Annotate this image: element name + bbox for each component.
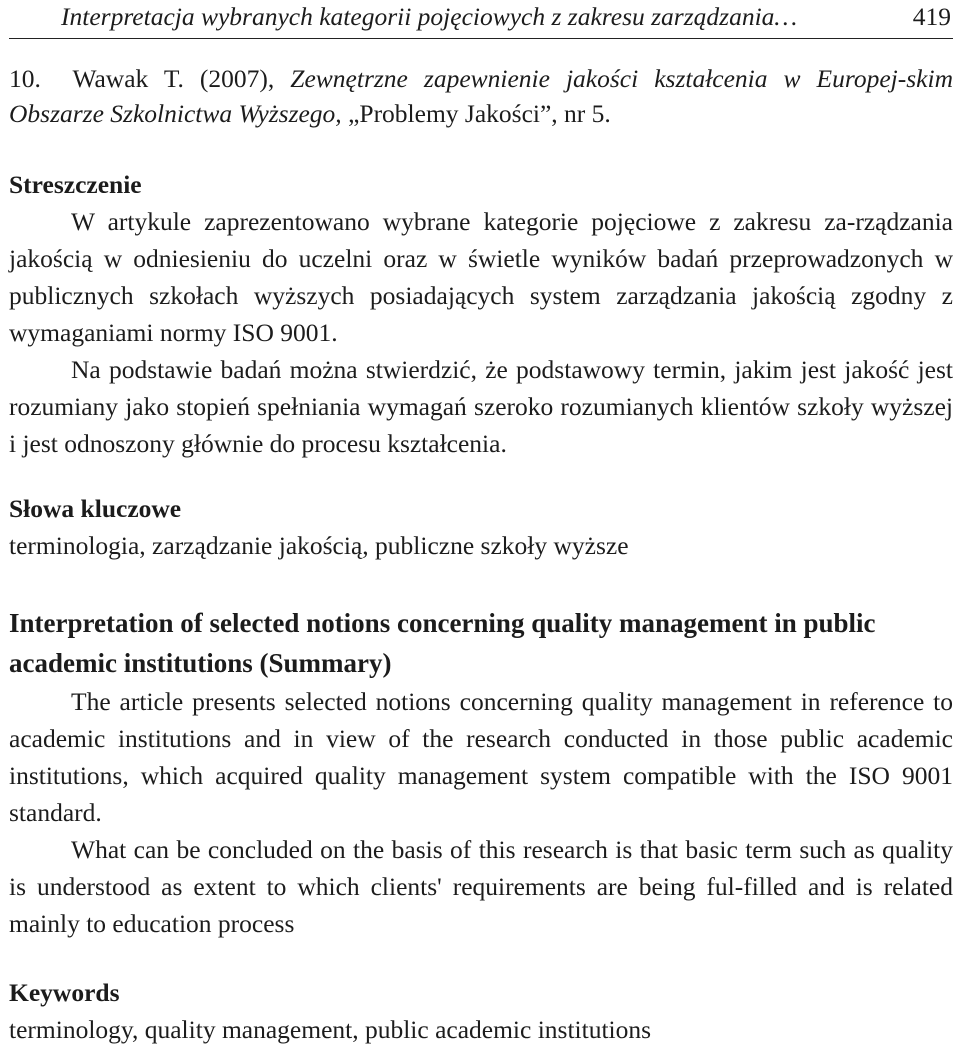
summary-paragraph-1: The article presents selected notions concerning quality management in reference to academic institutions and in view of the research conducted in those public academic institutions, which acquired quality management system compatible with the ISO 9001 standard.: [9, 687, 953, 827]
running-title: Interpretacja wybranych kategorii pojęciowych z zakresu zarządzania…: [61, 2, 798, 31]
reference-entry: [9, 61, 953, 131]
reference-author: Wawak T. (2007),: [72, 64, 275, 93]
keywords-heading: Keywords: [9, 978, 120, 1007]
running-header: [9, 0, 953, 39]
reference-number: 10.: [9, 64, 41, 93]
slowa-kluczowe-heading: Słowa kluczowe: [9, 494, 182, 523]
streszczenie-heading: Streszczenie: [9, 170, 142, 199]
streszczenie-paragraph-1: W artykule zaprezentowano wybrane kategorie pojęciowe z zakresu za-rządzania jakością w odniesieniu do uczelni oraz w świetle wyników badań przeprowadzonych w publicznych szkołach wyższych posiadających system zarządzania jakością zgodny z wymaganiami normy ISO 9001.: [9, 207, 953, 347]
keywords-text: terminology, quality management, public academic institutions: [9, 1015, 652, 1044]
page-number: 419: [912, 2, 951, 31]
document-page: [9, 0, 953, 1048]
summary-title: Interpretation of selected notions concerning quality management in public academic institutions (Summary): [9, 608, 876, 678]
summary-paragraph-2: What can be concluded on the basis of this research is that basic term such as quality is understood as extent to which clients' requirements are being ful-filled and is related mainly to education process: [9, 835, 953, 938]
reference-title: Zewnętrzne zapewnienie jakości kształcenia w Europej-skim Obszarze Szkolnictwa Wyższego,: [9, 64, 953, 128]
streszczenie-paragraph-2: Na podstawie badań można stwierdzić, że podstawowy termin, jakim jest jakość jest rozumiany jako stopień spełniania wymagań szeroko rozumianych klientów szkoły wyższej i jest odnoszony głównie do procesu kształcenia.: [9, 355, 953, 458]
slowa-kluczowe-text: terminologia, zarządzanie jakością, publiczne szkoły wyższe: [9, 531, 629, 560]
reference-journal: „Problemy Jakości”, nr 5.: [348, 99, 611, 128]
